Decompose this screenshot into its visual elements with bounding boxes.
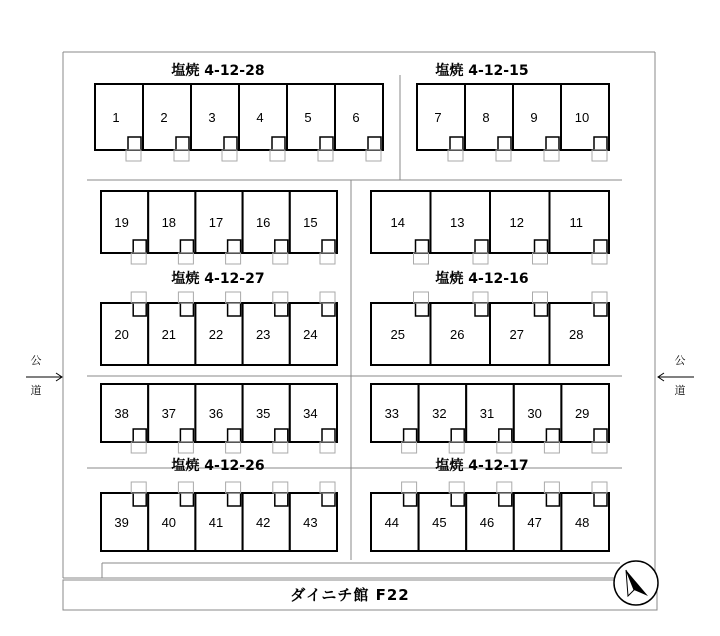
storage-unit xyxy=(148,482,195,551)
storage-unit xyxy=(243,384,290,453)
door-step-icon xyxy=(178,482,193,493)
door-icon xyxy=(228,240,241,253)
door-icon xyxy=(368,137,381,150)
door-icon xyxy=(594,429,607,442)
door-icon xyxy=(475,303,488,316)
door-icon xyxy=(133,429,146,442)
unit-number: 46 xyxy=(479,515,495,530)
unit-number: 38 xyxy=(114,406,129,421)
door-icon xyxy=(322,303,335,316)
storage-unit xyxy=(101,292,148,365)
door-step-icon xyxy=(592,253,607,264)
storage-unit xyxy=(243,292,290,365)
door-icon xyxy=(272,137,285,150)
unit-number: 5 xyxy=(304,110,312,125)
door-step-icon xyxy=(497,442,512,453)
door-step-icon xyxy=(222,150,237,161)
unit-number: 22 xyxy=(208,327,224,342)
door-step-icon xyxy=(131,292,146,303)
door-icon xyxy=(128,137,141,150)
north-arrow-icon xyxy=(614,561,658,605)
unit-number: 26 xyxy=(450,327,465,342)
door-icon xyxy=(594,240,607,253)
block-label: 塩焼 4-12-26 xyxy=(171,458,265,474)
block-label: 塩焼 4-12-28 xyxy=(171,63,265,79)
door-icon xyxy=(275,240,288,253)
unit-number: 2 xyxy=(160,110,168,125)
door-step-icon xyxy=(544,150,559,161)
door-step-icon xyxy=(497,482,512,493)
door-step-icon xyxy=(226,253,241,264)
unit-number: 8 xyxy=(482,110,490,125)
door-icon xyxy=(475,240,488,253)
storage-unit xyxy=(419,384,467,453)
door-icon xyxy=(535,240,548,253)
storage-unit xyxy=(514,482,562,551)
public-road-right xyxy=(658,354,694,397)
unit-number: 35 xyxy=(255,406,271,421)
door-icon xyxy=(228,493,241,506)
door-step-icon xyxy=(402,482,417,493)
door-icon xyxy=(546,493,559,506)
unit-number: 16 xyxy=(255,215,271,230)
door-step-icon xyxy=(496,150,511,161)
unit-number: 4 xyxy=(256,110,264,125)
storage-unit xyxy=(148,292,195,365)
unit-number: 32 xyxy=(432,406,447,421)
door-step-icon xyxy=(449,442,464,453)
storage-unit xyxy=(561,482,609,551)
unit-number: 17 xyxy=(208,215,224,230)
door-icon xyxy=(450,137,463,150)
storage-unit xyxy=(243,191,290,264)
door-step-icon xyxy=(178,253,193,264)
unit-number: 15 xyxy=(303,215,318,230)
unit-number: 29 xyxy=(574,406,590,421)
door-icon xyxy=(416,303,429,316)
door-step-icon xyxy=(131,482,146,493)
storage-unit xyxy=(371,292,431,365)
unit-number: 25 xyxy=(390,327,405,342)
door-icon xyxy=(320,137,333,150)
storage-unit xyxy=(95,84,143,161)
storage-unit xyxy=(290,384,337,453)
door-step-icon xyxy=(273,292,288,303)
unit-number: 33 xyxy=(384,406,400,421)
door-icon xyxy=(594,493,607,506)
door-icon xyxy=(176,137,189,150)
door-icon xyxy=(594,137,607,150)
bottom-building xyxy=(63,580,657,610)
door-icon xyxy=(416,240,429,253)
public-road-left xyxy=(26,354,62,397)
unit-number: 39 xyxy=(114,515,129,530)
block-label: 塩焼 4-12-27 xyxy=(171,271,265,287)
door-step-icon xyxy=(226,442,241,453)
storage-unit xyxy=(101,191,148,264)
storage-unit xyxy=(239,84,287,161)
unit-row xyxy=(101,482,337,551)
road-label: 道 xyxy=(30,384,42,397)
door-step-icon xyxy=(414,253,429,264)
door-icon xyxy=(224,137,237,150)
door-icon xyxy=(228,429,241,442)
unit-number: 40 xyxy=(161,515,177,530)
door-step-icon xyxy=(473,292,488,303)
door-icon xyxy=(546,429,559,442)
unit-number: 28 xyxy=(569,327,584,342)
door-icon xyxy=(180,303,193,316)
storage-unit xyxy=(431,191,491,264)
unit-number: 9 xyxy=(530,110,538,125)
door-step-icon xyxy=(592,292,607,303)
unit-number: 37 xyxy=(161,406,177,421)
storage-unit xyxy=(514,384,562,453)
storage-unit xyxy=(290,482,337,551)
unit-number: 43 xyxy=(303,515,318,530)
unit-number: 6 xyxy=(352,110,360,125)
door-step-icon xyxy=(592,150,607,161)
storage-unit xyxy=(513,84,561,161)
door-icon xyxy=(322,493,335,506)
block-label: 塩焼 4-12-15 xyxy=(435,63,529,79)
unit-number: 24 xyxy=(303,327,318,342)
unit-number: 20 xyxy=(114,327,129,342)
unit-row xyxy=(371,482,609,551)
door-icon xyxy=(499,429,512,442)
door-icon xyxy=(133,493,146,506)
unit-number: 36 xyxy=(208,406,224,421)
unit-number: 21 xyxy=(161,327,177,342)
storage-unit xyxy=(466,384,514,453)
road-label: 道 xyxy=(674,384,686,397)
unit-number: 12 xyxy=(509,215,524,230)
storage-unit xyxy=(490,292,550,365)
block-label: 塩焼 4-12-16 xyxy=(435,271,529,287)
door-icon xyxy=(594,303,607,316)
door-step-icon xyxy=(320,482,335,493)
unit-row xyxy=(95,84,383,161)
storage-unit xyxy=(371,384,419,453)
door-icon xyxy=(133,240,146,253)
storage-unit xyxy=(195,482,242,551)
door-icon xyxy=(180,429,193,442)
door-icon xyxy=(180,493,193,506)
storage-unit xyxy=(465,84,513,161)
door-step-icon xyxy=(226,292,241,303)
unit-number: 10 xyxy=(574,110,590,125)
unit-number: 18 xyxy=(161,215,177,230)
unit-number: 1 xyxy=(112,110,120,125)
door-step-icon xyxy=(273,253,288,264)
storage-unit xyxy=(431,292,491,365)
door-step-icon xyxy=(178,442,193,453)
door-icon xyxy=(180,240,193,253)
storage-unit xyxy=(419,482,467,551)
door-step-icon xyxy=(592,442,607,453)
unit-number: 47 xyxy=(527,515,542,530)
unit-row xyxy=(371,384,609,453)
door-icon xyxy=(499,493,512,506)
unit-number: 31 xyxy=(479,406,495,421)
door-step-icon xyxy=(544,482,559,493)
storage-unit xyxy=(148,384,195,453)
door-icon xyxy=(451,493,464,506)
storage-unit xyxy=(371,482,419,551)
storage-unit xyxy=(287,84,335,161)
door-icon xyxy=(546,137,559,150)
door-step-icon xyxy=(544,442,559,453)
unit-row xyxy=(371,292,609,365)
unit-number: 19 xyxy=(114,215,129,230)
door-icon xyxy=(275,429,288,442)
storage-unit xyxy=(561,84,609,161)
door-icon xyxy=(228,303,241,316)
road-label: 公 xyxy=(674,354,686,367)
door-step-icon xyxy=(273,482,288,493)
door-step-icon xyxy=(131,442,146,453)
unit-number: 11 xyxy=(569,215,583,230)
unit-number: 7 xyxy=(434,110,442,125)
unit-row xyxy=(417,84,609,161)
unit-number: 42 xyxy=(255,515,271,530)
door-step-icon xyxy=(318,150,333,161)
door-icon xyxy=(451,429,464,442)
unit-number: 41 xyxy=(208,515,224,530)
unit-number: 23 xyxy=(255,327,271,342)
door-icon xyxy=(133,303,146,316)
door-icon xyxy=(535,303,548,316)
unit-number: 34 xyxy=(303,406,318,421)
unit-number: 44 xyxy=(384,515,400,530)
door-step-icon xyxy=(533,253,548,264)
door-step-icon xyxy=(402,442,417,453)
storage-unit xyxy=(466,482,514,551)
storage-unit xyxy=(243,482,290,551)
bottom-building-label: ダイニチ館 F22 xyxy=(290,586,410,604)
storage-unit xyxy=(195,191,242,264)
unit-number: 30 xyxy=(527,406,542,421)
door-step-icon xyxy=(320,292,335,303)
block-label: 塩焼 4-12-17 xyxy=(435,458,529,474)
door-icon xyxy=(498,137,511,150)
door-icon xyxy=(322,240,335,253)
door-icon xyxy=(322,429,335,442)
door-icon xyxy=(275,303,288,316)
unit-row xyxy=(371,191,609,264)
unit-number: 48 xyxy=(574,515,590,530)
door-icon xyxy=(404,429,417,442)
door-step-icon xyxy=(320,253,335,264)
storage-unit xyxy=(195,292,242,365)
storage-unit xyxy=(417,84,465,161)
door-step-icon xyxy=(270,150,285,161)
storage-unit xyxy=(371,191,431,264)
storage-unit xyxy=(101,482,148,551)
door-step-icon xyxy=(320,442,335,453)
door-step-icon xyxy=(414,292,429,303)
unit-number: 3 xyxy=(208,110,216,125)
storage-unit xyxy=(490,191,550,264)
unit-number: 45 xyxy=(432,515,447,530)
storage-unit xyxy=(561,384,609,453)
storage-unit xyxy=(335,84,383,161)
door-step-icon xyxy=(366,150,381,161)
storage-unit xyxy=(101,384,148,453)
door-icon xyxy=(275,493,288,506)
storage-unit xyxy=(290,191,337,264)
storage-unit xyxy=(148,191,195,264)
door-step-icon xyxy=(126,150,141,161)
door-step-icon xyxy=(131,253,146,264)
door-step-icon xyxy=(174,150,189,161)
door-step-icon xyxy=(592,482,607,493)
unit-row xyxy=(101,191,337,264)
unit-row xyxy=(101,292,337,365)
door-step-icon xyxy=(448,150,463,161)
door-icon xyxy=(404,493,417,506)
storage-unit xyxy=(550,191,610,264)
storage-unit xyxy=(290,292,337,365)
unit-number: 14 xyxy=(390,215,405,230)
storage-unit xyxy=(143,84,191,161)
storage-units xyxy=(95,84,609,551)
storage-unit xyxy=(550,292,610,365)
storage-unit xyxy=(195,384,242,453)
door-step-icon xyxy=(273,442,288,453)
door-step-icon xyxy=(533,292,548,303)
unit-row xyxy=(101,384,337,453)
door-step-icon xyxy=(226,482,241,493)
unit-number: 27 xyxy=(509,327,524,342)
door-step-icon xyxy=(449,482,464,493)
unit-number: 13 xyxy=(450,215,465,230)
door-step-icon xyxy=(473,253,488,264)
storage-unit xyxy=(191,84,239,161)
road-label: 公 xyxy=(30,354,42,367)
door-step-icon xyxy=(178,292,193,303)
